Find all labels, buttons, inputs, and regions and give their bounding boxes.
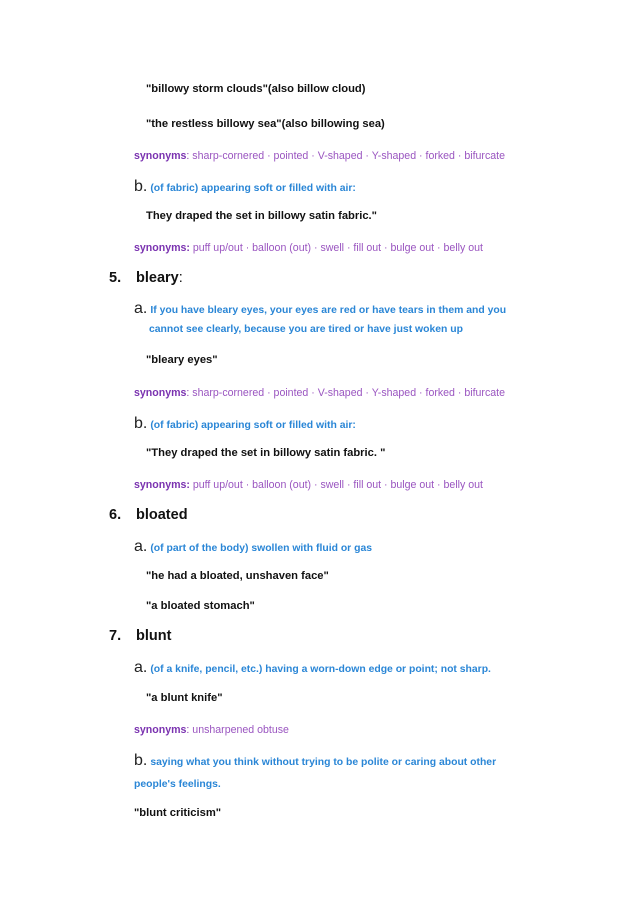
definition-text: saying what you think without trying to be polite or caring about other: [150, 757, 497, 768]
example-sentence: "billowy storm clouds"(also billow cloud): [146, 83, 366, 95]
example-sentence: "a blunt knife": [146, 692, 223, 704]
synonyms-line: [134, 242, 483, 254]
entry-number: 5.: [109, 270, 122, 286]
definition-text: (of a knife, pencil, etc.) having a worn-down edge or point; not sharp.: [150, 664, 491, 675]
sense-b-definition: [134, 752, 496, 770]
synonyms-line: [134, 479, 483, 491]
headword-colon: :: [178, 270, 183, 286]
sense-letter: a.: [134, 538, 148, 555]
sense-letter: b.: [134, 752, 148, 769]
synonyms-label: synonyms: [134, 724, 187, 736]
synonyms-line: [134, 150, 505, 162]
definition-text: (of part of the body) swollen with fluid or gas: [150, 543, 373, 554]
sense-a-definition: [134, 659, 491, 677]
headword-text: bleary: [136, 270, 179, 286]
example-sentence: They draped the set in billowy satin fabric.": [146, 210, 377, 222]
headword-bleary: [109, 270, 183, 286]
synonyms-label: synonyms:: [134, 479, 190, 491]
synonyms-separator: :: [186, 150, 193, 162]
synonyms-list: sharp-cornered · pointed · V-shaped · Y-shaped · forked · bifurcate: [192, 150, 505, 162]
example-sentence: "bleary eyes": [146, 354, 218, 366]
sense-b-definition: [134, 415, 356, 433]
headword-text: bloated: [136, 507, 188, 523]
example-sentence: "a bloated stomach": [146, 600, 255, 612]
entry-number: 6.: [109, 507, 122, 523]
definition-text: (of fabric) appearing soft or filled with air:: [150, 420, 356, 431]
example-sentence: "the restless billowy sea"(also billowing sea): [146, 118, 385, 130]
sense-a-definition: [134, 300, 506, 318]
synonyms-label: synonyms: [134, 387, 187, 399]
sense-a-definition: [134, 538, 372, 556]
definition-text: (of fabric) appearing soft or filled with air:: [150, 183, 356, 194]
headword-text: blunt: [136, 628, 172, 644]
headword-bloated: [109, 507, 188, 523]
sense-letter: b.: [134, 178, 148, 195]
synonyms-label: synonyms: [134, 150, 187, 162]
example-sentence: "blunt criticism": [134, 807, 222, 819]
synonyms-list: unsharpened obtuse: [192, 724, 289, 736]
synonyms-list: puff up/out · balloon (out) · swell · fill out · bulge out · belly out: [189, 242, 483, 254]
entry-number: 7.: [109, 628, 122, 644]
example-sentence: "he had a bloated, unshaven face": [146, 570, 329, 582]
definition-text: If you have bleary eyes, your eyes are red or have tears in them and you: [150, 305, 507, 316]
definition-continuation: people's feelings.: [134, 779, 221, 790]
synonyms-list: puff up/out · balloon (out) · swell · fill out · bulge out · belly out: [189, 479, 483, 491]
sense-letter: a.: [134, 300, 148, 317]
synonyms-line: [134, 724, 289, 736]
sense-b-definition: [134, 178, 356, 196]
synonyms-separator: :: [186, 387, 193, 399]
sense-letter: b.: [134, 415, 148, 432]
synonyms-list: sharp-cornered · pointed · V-shaped · Y-shaped · forked · bifurcate: [192, 387, 505, 399]
definition-continuation: cannot see clearly, because you are tired or have just woken up: [149, 324, 463, 335]
synonyms-label: synonyms:: [134, 242, 190, 254]
synonyms-separator: :: [186, 724, 193, 736]
headword-blunt: [109, 628, 171, 644]
synonyms-line: [134, 387, 505, 399]
example-sentence: "They draped the set in billowy satin fabric. ": [146, 447, 386, 459]
sense-letter: a.: [134, 659, 148, 676]
